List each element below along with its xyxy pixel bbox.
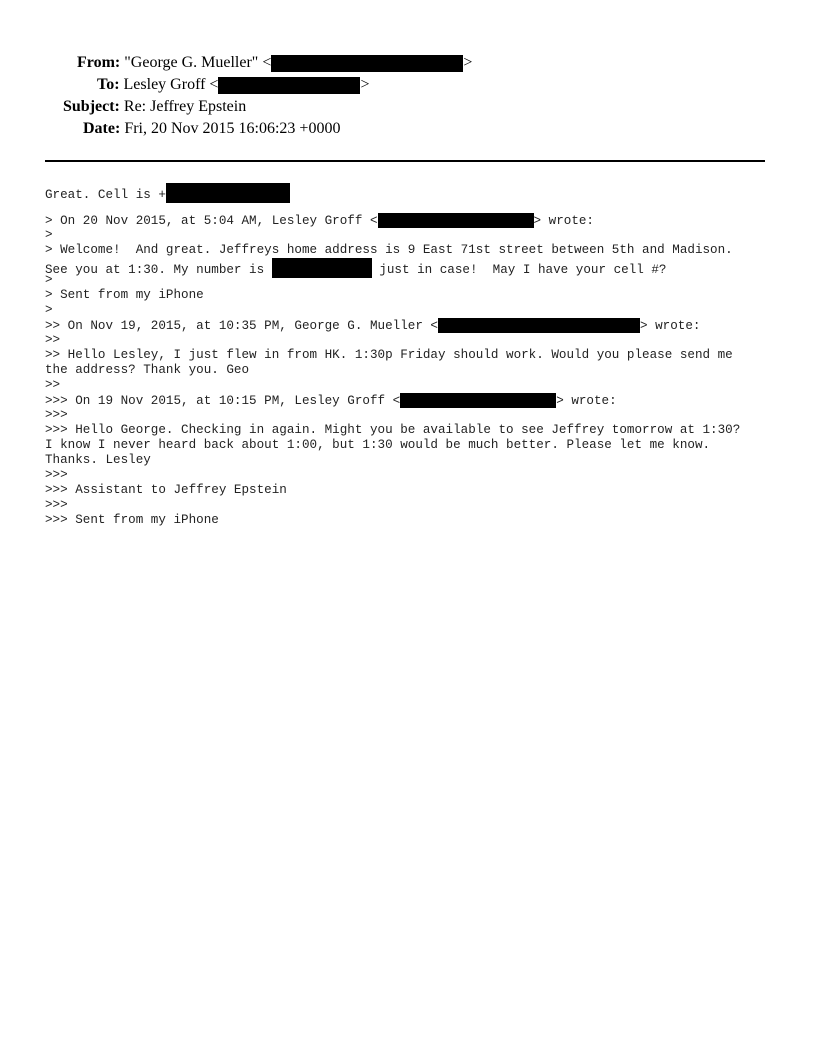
from-value: "George G. Mueller" < xyxy=(124,54,272,71)
body-line: See you at 1:30. My number is just in case! May I have your cell #? xyxy=(45,258,666,278)
body-line: I know I never heard back about 1:00, but 1:30 would be much better. Please let me know. xyxy=(45,438,711,452)
body-line: the address? Thank you. Geo xyxy=(45,363,250,377)
to-label: To: xyxy=(97,76,120,93)
body-line: >>> Hello George. Checking in again. Might you be available to see Jeffrey tomorrow at 1:30? xyxy=(45,423,741,437)
body-line: >>> xyxy=(45,468,68,482)
from-close: > xyxy=(463,54,473,71)
redacted-phone xyxy=(166,183,290,203)
subject-value: Re: Jeffrey Epstein xyxy=(123,98,247,115)
body-line: >>> xyxy=(45,408,68,422)
body-line: >> xyxy=(45,333,61,347)
body-line: >>> Assistant to Jeffrey Epstein xyxy=(45,483,287,497)
from-line xyxy=(77,53,472,73)
body-line: >> On Nov 19, 2015, at 10:35 PM, George G. Mueller < > wrote: xyxy=(45,318,701,333)
body-line: >> xyxy=(45,378,61,392)
body-line: >>> xyxy=(45,498,68,512)
redacted-email xyxy=(378,213,534,228)
body-line: >> Hello Lesley, I just flew in from HK. 1:30p Friday should work. Would you please send me xyxy=(45,348,733,362)
redacted-email xyxy=(438,318,640,333)
redacted-phone xyxy=(272,258,372,278)
date-label: Date: xyxy=(83,120,121,137)
body-line: > xyxy=(45,273,53,287)
body-line: > Welcome! And great. Jeffreys home address is 9 East 71st street between 5th and Madison. xyxy=(45,243,733,257)
body-line: > xyxy=(45,228,53,242)
to-line xyxy=(97,75,369,95)
subject-label: Subject: xyxy=(63,98,120,115)
body-line: Thanks. Lesley xyxy=(45,453,151,467)
body-line: >>> Sent from my iPhone xyxy=(45,513,219,527)
redacted-email xyxy=(400,393,556,408)
subject-line xyxy=(63,97,246,117)
body-line: > On 20 Nov 2015, at 5:04 AM, Lesley Groff < > wrote: xyxy=(45,213,594,228)
body-line: >>> On 19 Nov 2015, at 10:15 PM, Lesley Groff < > wrote: xyxy=(45,393,617,408)
body-line: Great. Cell is + xyxy=(45,183,290,203)
date-line xyxy=(83,119,340,139)
redacted-email xyxy=(218,77,360,94)
from-label: From: xyxy=(77,54,121,71)
to-value: Lesley Groff < xyxy=(123,76,219,93)
body-line: > Sent from my iPhone xyxy=(45,288,204,302)
header-divider xyxy=(45,160,765,162)
to-close: > xyxy=(360,76,370,93)
body-line: > xyxy=(45,303,53,317)
date-value: Fri, 20 Nov 2015 16:06:23 +0000 xyxy=(124,120,341,137)
redacted-email xyxy=(271,55,463,72)
